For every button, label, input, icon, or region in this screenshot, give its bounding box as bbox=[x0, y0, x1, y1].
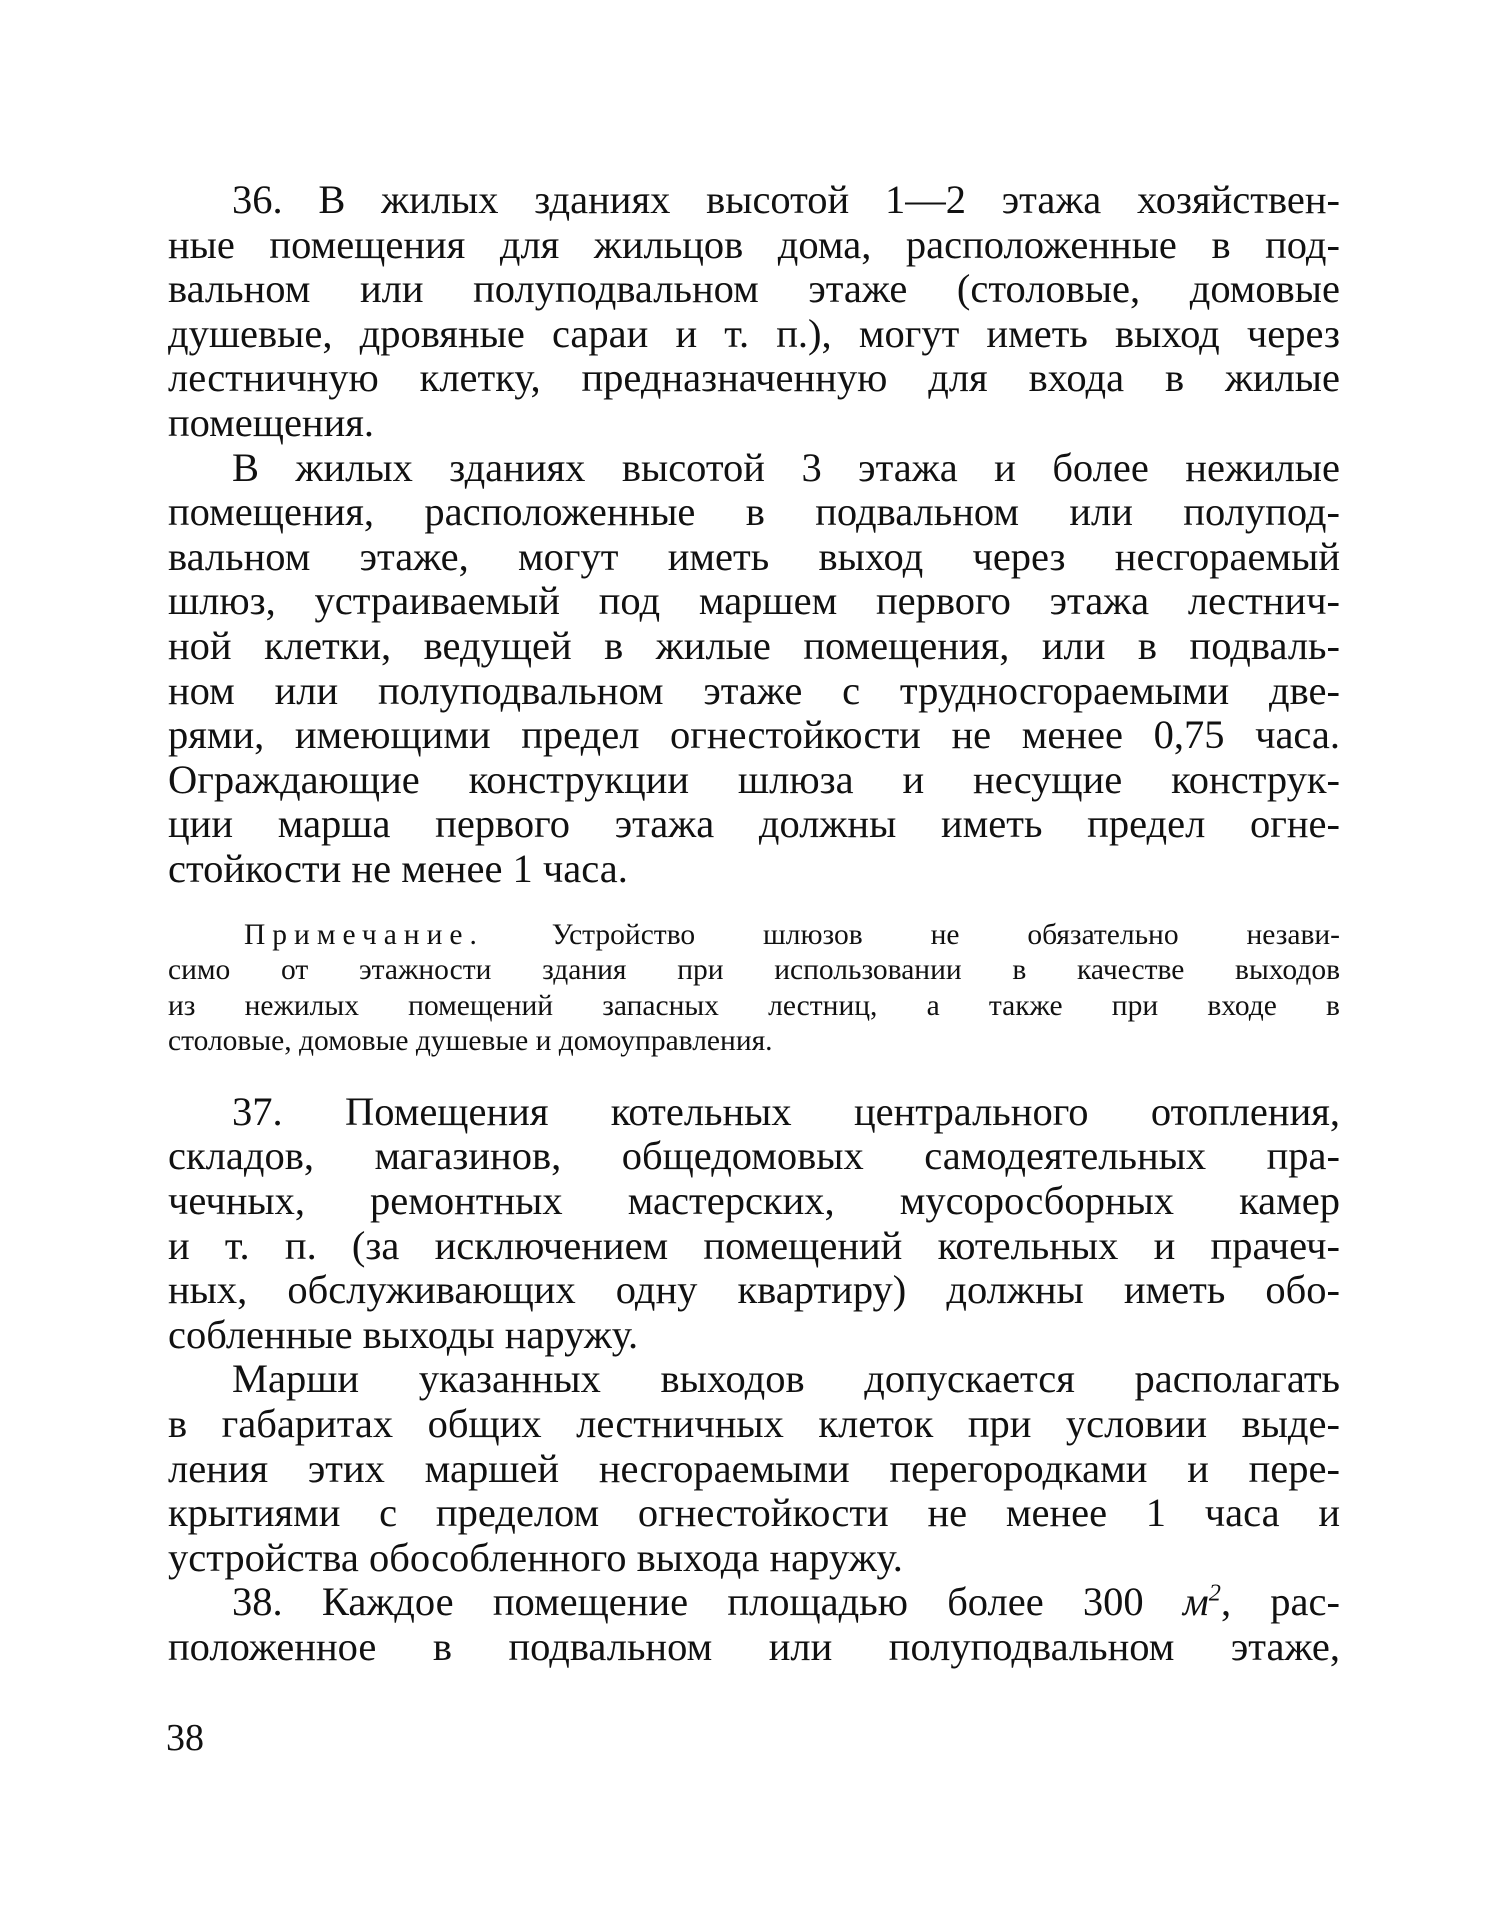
unit-letter: м bbox=[1182, 1579, 1209, 1625]
text-line: 37. Помещения котельных центрального отопления, bbox=[232, 1088, 1340, 1134]
note-line: из нежилых помещений запасных лестниц, а также при входе в bbox=[168, 989, 1340, 1022]
text-line: ные помещения для жильцов дома, расположенные в под- bbox=[168, 221, 1340, 267]
note-first-line-text: Устройство шлюзов не обязательно незави- bbox=[551, 918, 1341, 951]
unit-superscript: 2 bbox=[1208, 1579, 1221, 1607]
paragraph-36-continued bbox=[168, 446, 1340, 892]
text-line: шлюз, устраиваемый под маршем первого этажа лестнич- bbox=[168, 578, 1340, 624]
text-line: чечных, ремонтных мастерских, мусоросборных камер bbox=[168, 1178, 1340, 1224]
note-block bbox=[168, 918, 1340, 1060]
text-line: лестничную клетку, предназначенную для входа в жилые bbox=[168, 355, 1340, 401]
paragraph-36 bbox=[168, 178, 1340, 446]
text-line: ции марша первого этажа должны иметь предел огне- bbox=[168, 801, 1340, 847]
note-line: симо от этажности здания при использовании в качестве выходов bbox=[168, 954, 1340, 987]
note-label: Примечание. bbox=[244, 918, 484, 951]
text-line: стойкости не менее 1 часа. bbox=[168, 845, 628, 891]
text-line: В жилых зданиях высотой 3 этажа и более нежилые bbox=[232, 444, 1340, 490]
text-line: вальном или полуподвальном этаже (столовые, домовые bbox=[168, 266, 1340, 312]
paragraph-38 bbox=[168, 1580, 1340, 1669]
text-line: 36. В жилых зданиях высотой 1—2 этажа хозяйствен- bbox=[232, 177, 1340, 222]
page-text bbox=[168, 178, 1340, 1670]
para38-text-start: 38. Каждое помещение площадью более 300 bbox=[232, 1579, 1183, 1625]
paragraph-37-continued bbox=[168, 1357, 1340, 1580]
note-line bbox=[168, 918, 1340, 954]
text-line: устройства обособленного выхода наружу. bbox=[168, 1534, 903, 1580]
text-line: Ограждающие конструкции шлюза и несущие конструк- bbox=[168, 756, 1340, 802]
page-number: 38 bbox=[166, 1717, 204, 1759]
paragraph-37 bbox=[168, 1090, 1340, 1358]
text-line: душевые, дровяные сараи и т. п.), могут иметь выход через bbox=[168, 310, 1340, 356]
text-line: положенное в подвальном или полуподвальном этаже, bbox=[168, 1624, 1340, 1669]
text-line: Марши указанных выходов допускается располагать bbox=[232, 1356, 1340, 1402]
text-line: складов, магазинов, общедомовых самодеятельных пра- bbox=[168, 1133, 1340, 1179]
text-line: в габаритах общих лестничных клеток при условии выде- bbox=[168, 1401, 1340, 1447]
para38-text-end: , рас- bbox=[1220, 1579, 1340, 1625]
text-line: собленные выходы наружу. bbox=[168, 1311, 639, 1357]
text-line: ления этих маршей несгораемыми перегородками и пере- bbox=[168, 1445, 1340, 1491]
unit-square-meter bbox=[1183, 1579, 1221, 1624]
text-line: помещения. bbox=[168, 399, 375, 445]
text-line: ном или полуподвальном этаже с трудносгораемыми две- bbox=[168, 667, 1340, 713]
text-line: ной клетки, ведущей в жилые помещения, или в подваль- bbox=[168, 622, 1340, 668]
note-line: столовые, домовые душевые и домоуправления. bbox=[168, 1025, 773, 1058]
text-line: крытиями с пределом огнестойкости не менее 1 часа и bbox=[168, 1490, 1340, 1536]
text-line: вальном этаже, могут иметь выход через несгораемый bbox=[168, 533, 1340, 579]
text-line: и т. п. (за исключением помещений котельных и прачеч- bbox=[168, 1222, 1340, 1268]
text-line: ных, обслуживающих одну квартиру) должны иметь обо- bbox=[168, 1267, 1340, 1313]
text-line: помещения, расположенные в подвальном или полупод- bbox=[168, 489, 1340, 535]
text-line: рями, имеющими предел огнестойкости не менее 0,75 часа. bbox=[168, 712, 1340, 758]
text-line bbox=[168, 1580, 1340, 1625]
